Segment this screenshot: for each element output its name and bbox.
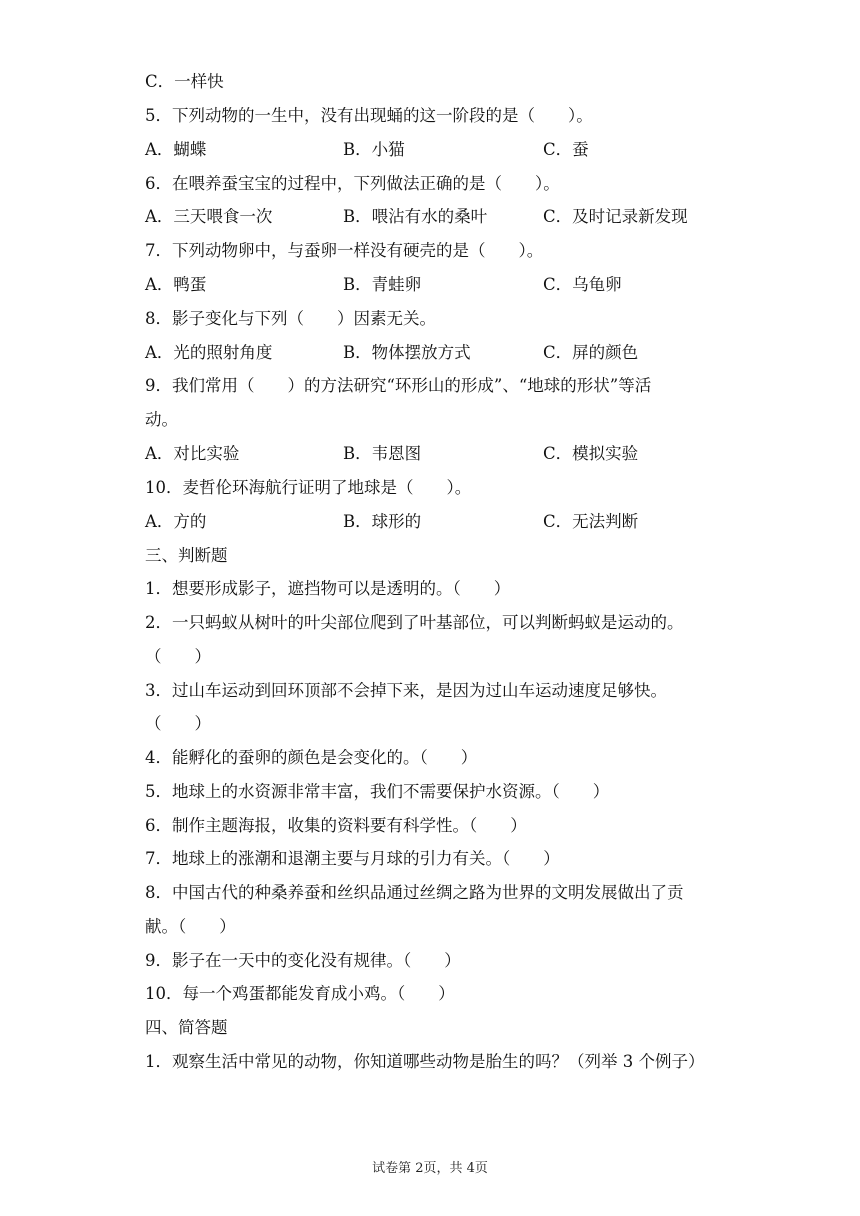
q4-option-c: C．一样快 (145, 72, 224, 91)
judgment-2: 2．一只蚂蚁从树叶的叶尖部位爬到了叶基部位，可以判断蚂蚁是运动的。 (145, 613, 684, 632)
judgment-10: 10．每一个鸡蛋都能发育成小鸡。（ ） (145, 984, 455, 1003)
q10-options (145, 511, 725, 533)
section-heading-judgment: 三、判断题 (145, 546, 228, 565)
option-a: A．蝴蝶 (145, 140, 207, 159)
option-b: B．物体摆放方式 (343, 343, 471, 362)
question-7: 7．下列动物卵中，与蚕卵一样没有硬壳的是（ ）。 (145, 241, 544, 260)
q8-options (145, 342, 725, 364)
judgment-3-blank: （ ） (145, 714, 211, 733)
judgment-8-continued: 献。（ ） (145, 917, 236, 936)
question-6: 6．在喂养蚕宝宝的过程中，下列做法正确的是（ ）。 (145, 174, 560, 193)
option-c: C．乌龟卵 (543, 275, 622, 294)
section-heading-short-answer: 四、简答题 (145, 1018, 228, 1037)
option-a: A．三天喂食一次 (145, 207, 273, 226)
option-a: A．鸭蛋 (145, 275, 207, 294)
judgment-1: 1．想要形成影子，遮挡物可以是透明的。（ ） (145, 579, 511, 598)
judgment-6: 6．制作主题海报，收集的资料要有科学性。（ ） (145, 816, 527, 835)
question-9-continued: 动。 (145, 410, 178, 429)
question-8: 8．影子变化与下列（ ）因素无关。 (145, 309, 436, 328)
option-c: C．及时记录新发现 (543, 207, 688, 226)
option-b: B．韦恩图 (343, 444, 422, 463)
question-5: 5．下列动物的一生中，没有出现蛹的这一阶段的是（ ）。 (145, 106, 593, 125)
question-10: 10．麦哲伦环海航行证明了地球是（ ）。 (145, 478, 472, 497)
judgment-8: 8．中国古代的种桑养蚕和丝织品通过丝绸之路为世界的文明发展做出了贡 (145, 883, 684, 902)
option-a: A．对比实验 (145, 444, 240, 463)
judgment-3: 3．过山车运动到回环顶部不会掉下来，是因为过山车运动速度足够快。 (145, 681, 667, 700)
page-footer: 试卷第 2页，共 4页 (372, 1161, 488, 1176)
option-b: B．小猫 (343, 140, 405, 159)
option-c: C．屏的颜色 (543, 343, 639, 362)
q7-options (145, 274, 725, 296)
option-b: B．球形的 (343, 512, 422, 531)
q5-options (145, 139, 725, 161)
option-c: C．蚕 (543, 140, 589, 159)
judgment-9: 9．影子在一天中的变化没有规律。（ ） (145, 951, 461, 970)
judgment-7: 7．地球上的涨潮和退潮主要与月球的引力有关。（ ） (145, 849, 560, 868)
judgment-4: 4．能孵化的蚕卵的颜色是会变化的。（ ） (145, 748, 478, 767)
q6-options (145, 206, 725, 228)
q9-options (145, 443, 725, 465)
option-b: B．青蛙卵 (343, 275, 422, 294)
question-9: 9．我们常用（ ）的方法研究“环形山的形成”、“地球的形状”等活 (145, 376, 652, 395)
option-b: B．喂沾有水的桑叶 (343, 207, 488, 226)
judgment-5: 5．地球上的水资源非常丰富，我们不需要保护水资源。（ ） (145, 782, 610, 801)
option-c: C．无法判断 (543, 512, 639, 531)
option-a: A．方的 (145, 512, 207, 531)
option-a: A．光的照射角度 (145, 343, 273, 362)
judgment-2-blank: （ ） (145, 647, 211, 666)
short-answer-1: 1．观察生活中常见的动物，你知道哪些动物是胎生的吗？（列举 3 个例子） (145, 1052, 705, 1071)
option-c: C．模拟实验 (543, 444, 639, 463)
